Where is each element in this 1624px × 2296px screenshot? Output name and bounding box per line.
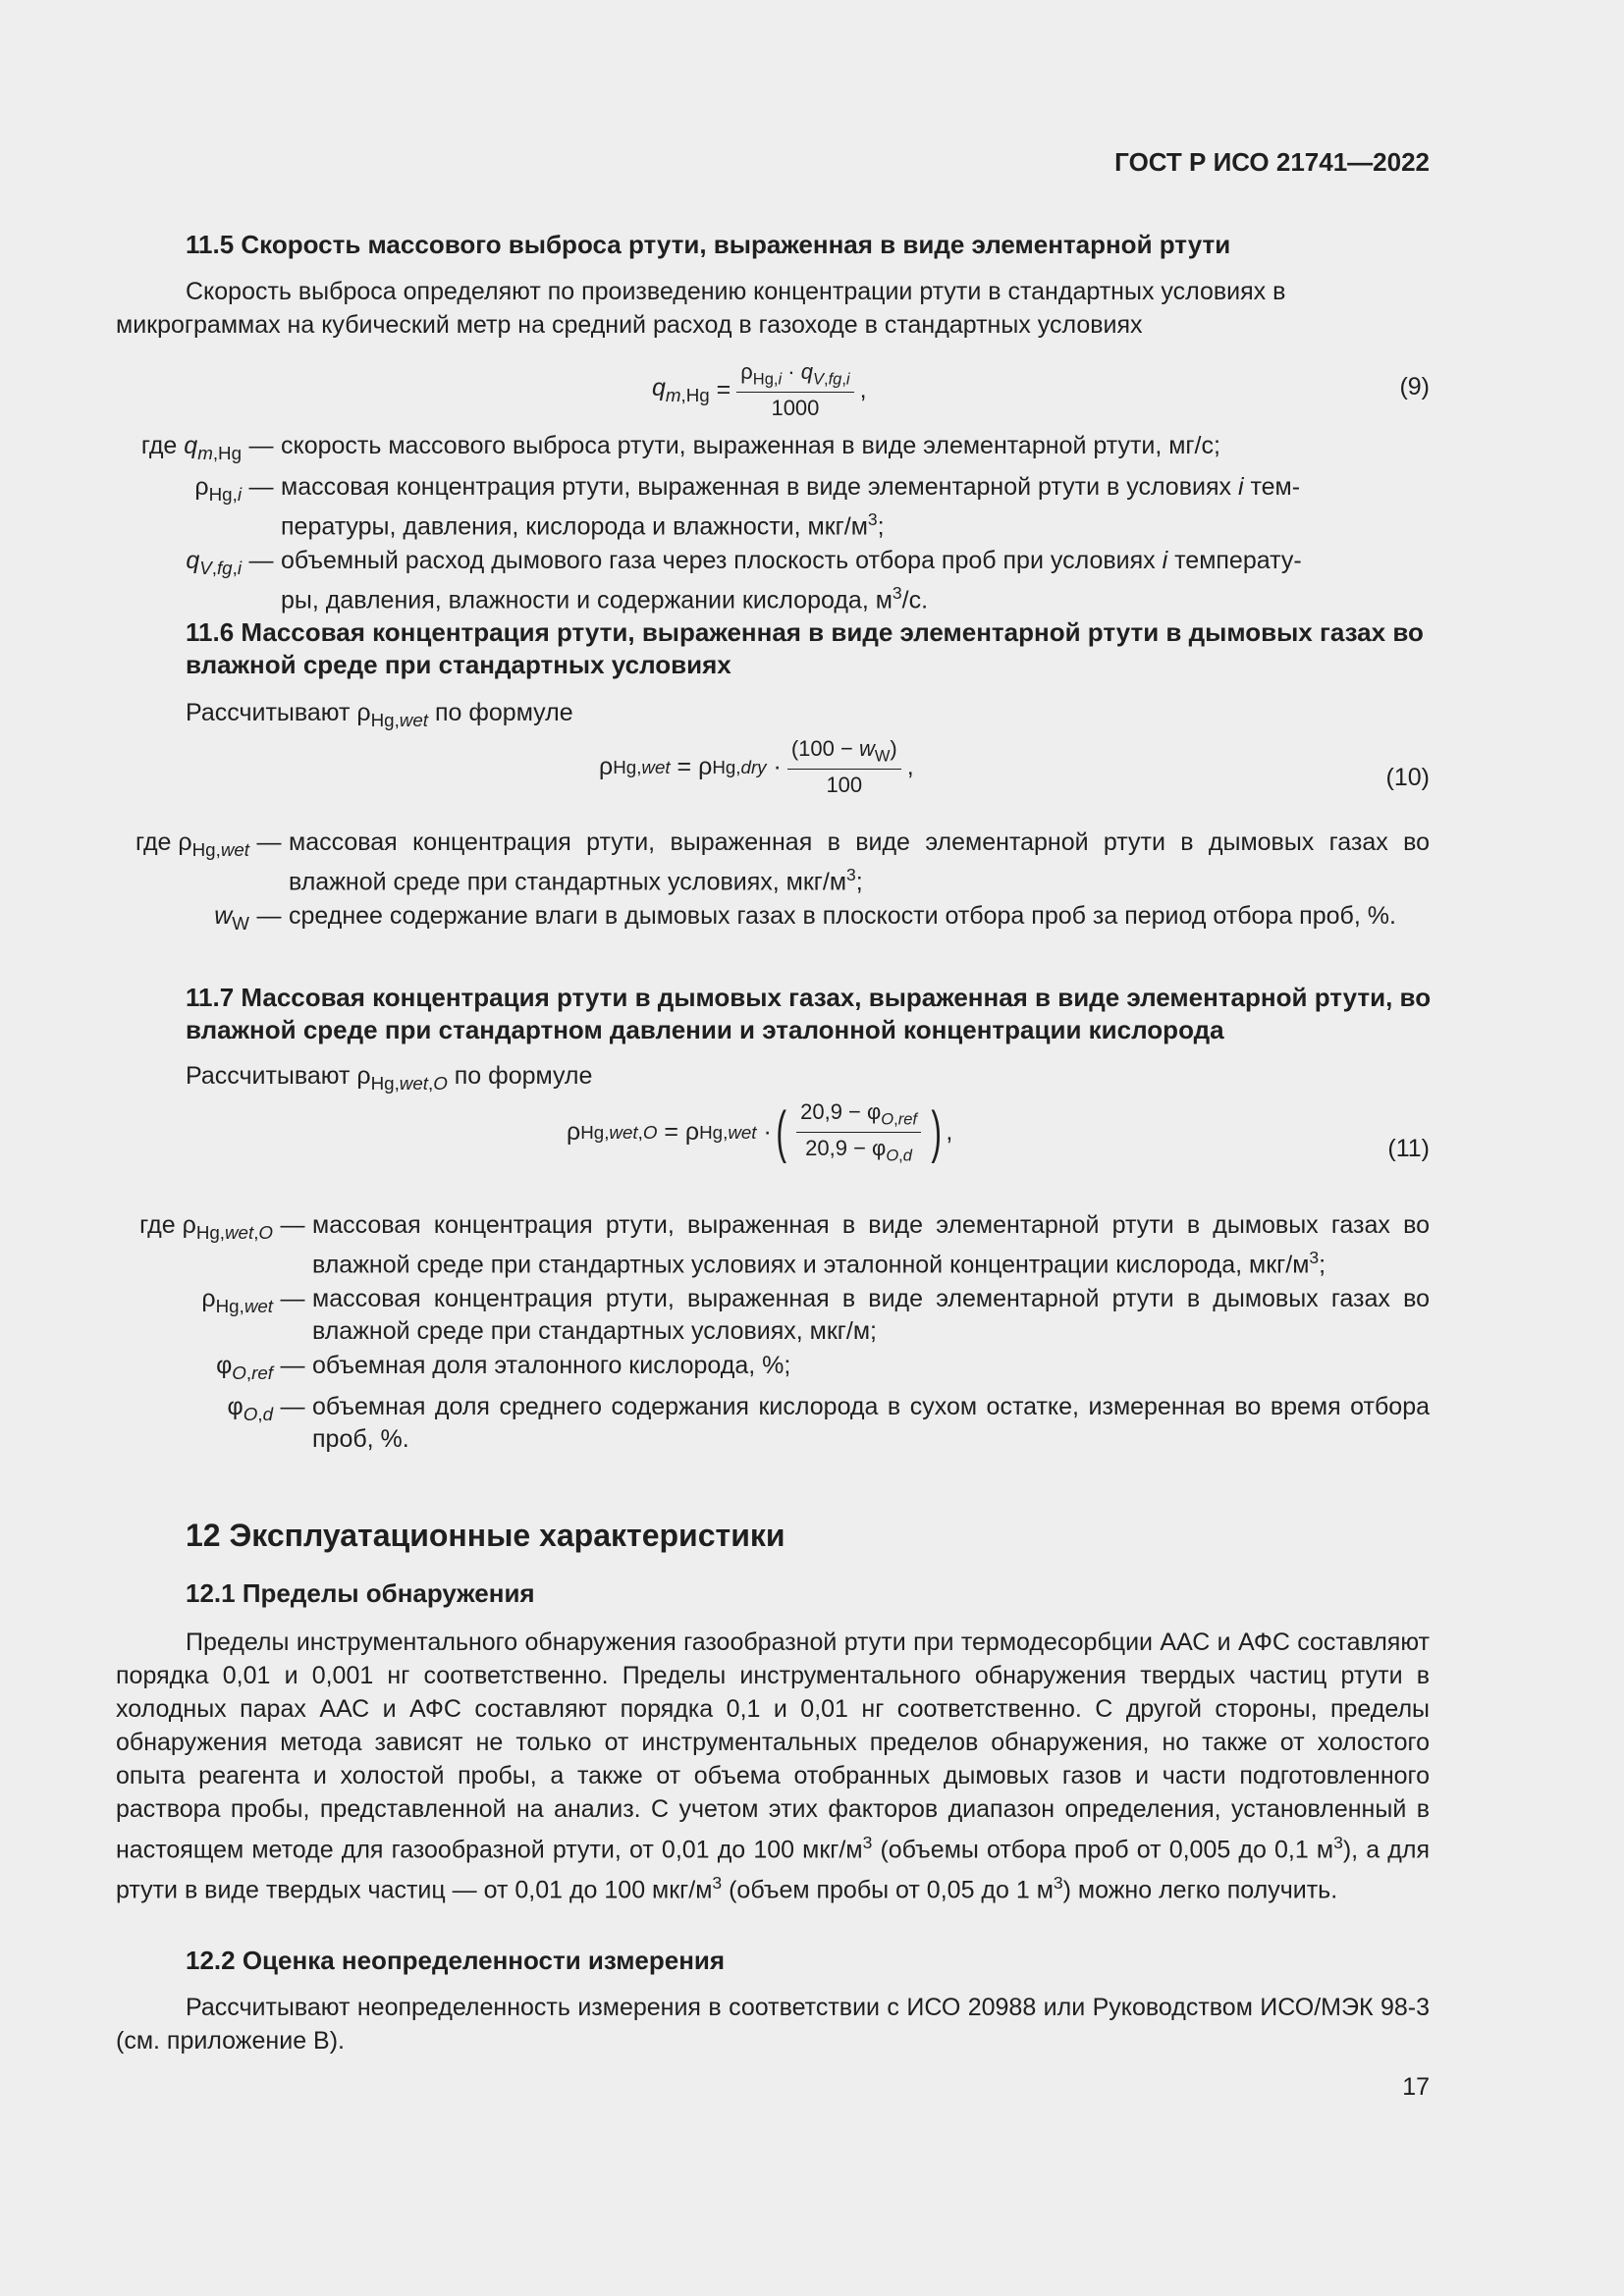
section-12-1-title: 12.1 Пределы обнаружения — [186, 1578, 535, 1608]
section-11-5-definitions: где $q_{m,Hg}$ — скорость массового выброса ртути, выраженная в виде элементарной ртути, мг/с; $\rho_{Hg,i}$ — массовая концентрация ртути, выраженная в виде элементарной ртути в условиях i тем- пературы, давления, кислорода и влажности, мкг/$м^3$; $q_{V,fg,i}$ — объемный расход дымового газа через плоскость отбора проб при условиях i температу- ры, давления, влажности и содержании кислорода, $м^3/с$. — [140, 432, 1302, 614]
equation-10: ρ Hg,wet = ρ Hg,dry · $\frac{(100 - w_W)}{100}$ , — [599, 736, 914, 798]
equation-number-11: (11) — [1387, 1135, 1430, 1162]
equation-number-9: (9) — [1399, 373, 1430, 400]
equation-11: ρ Hg,wet,O = ρ Hg,wet · ( $\frac{20,9 - \varphi_{O,ref}}{20,9 - \varphi_{O,d}}$ ) , — [567, 1099, 953, 1165]
section-11-7-definitions: где $\rho_{Hg,wet,O}$ — массовая концентрация ртути, выраженная в виде элементарной ртути в дымовых газах во влажной среде при стандартных условиях и эталонной концентрации кислорода, мкг/$м^3$; $\rho_{Hg,wet}$ — массовая концентрация ртути, выраженная в виде элементарной ртути в дымовых газах во влажной среде при стандартных условиях, мкг/м; $\varphi_{O,ref}$ — объемная доля эталонного кислорода, %; $\varphi_{O,d}$ — объемная доля среднего содержания кислорода в сухом остатке, измеренная во время отбора проб, %. — [139, 1211, 1430, 1454]
section-12-title: 12 Эксплуатационные характеристики — [186, 1518, 785, 1553]
section-11-6-definitions: где $\rho_{Hg,wet}$ — массовая концентрация ртути, выраженная в виде элементарной ртути в дымовых газах во влажной среде при стандартных условиях, мкг/$м^3$; $w_W$ — среднее содержание влаги в дымовых газах в плоскости отбора проб за период отбора проб, %. — [135, 828, 1430, 934]
section-12-2-title: 12.2 Оценка неопределенности измерения — [186, 1946, 726, 1975]
page-number: 17 — [1402, 2073, 1430, 2101]
document-header: ГОСТ Р ИСО 21741—2022 — [1114, 147, 1430, 177]
equation-9: $q_{m,Hg}$ = $\frac{\rho_{Hg,i} \cdot q_{V,fg,i}}{1000}$ , — [652, 359, 867, 421]
equation-number-10: (10) — [1385, 764, 1430, 791]
section-12-1-body: Пределы инструментального обнаружения газообразной ртути при термодесорбции ААС и АФС составляют порядка 0,01 и 0,001 нг соответственно. Пределы инструментального обнаружения твердых частиц ртути в холодных парах ААС и АФС составляют порядка 0,1 и 0,01 нг соответственно. С другой стороны, пределы обнаружения метода зависят не только от инструментальных пределов обнаружения, но также от холостого опыта реагента и холостой пробы, а также от объема отобранных дымовых газов и части подготовленного раствора пробы, представленной на анализ. С учетом этих факторов диапазон определения, установленный в настоящем методе для газообразной ртути, от 0,01 до 100 мкг/$м^3$ (объемы отбора проб от 0,005 до 0,1 $м^3$), а для ртути в виде твердых частиц — от 0,01 до 100 мкг/$м^3$ (объем пробы от 0,05 до 1 $м^3$) можно легко получить. — [116, 1629, 1431, 1904]
section-11-7-title: 11.7 Массовая концентрация ртути в дымовых газах, выраженная в виде элементарной ртути, во влажной среде при стандартном давлении и эталонной концентрации кислорода — [186, 983, 1432, 1044]
section-11-5-body: Скорость выброса определяют по произведению концентрации ртути в стандартных условиях в микрограммах на кубический метр на средний расход в газоходе в стандартных условиях — [116, 278, 1286, 339]
section-11-6-lead: Рассчитывают $\rho_{Hg,wet}$ по формуле — [186, 699, 573, 730]
section-11-5-title: 11.5 Скорость массового выброса ртути, выраженная в виде элементарной ртути — [186, 230, 1231, 259]
section-11-6-title: 11.6 Массовая концентрация ртути, выраженная в виде элементарной ртути в дымовых газах во влажной среде при стандартных условиях — [186, 617, 1424, 679]
section-11-7-lead: Рассчитывают $\rho_{Hg,wet,O}$ по формуле — [186, 1062, 593, 1094]
section-12-2-body: Рассчитывают неопределенность измерения в соответствии с ИСО 20988 или Руководством ИСО/МЭК 98-3 (см. приложение В). — [116, 1994, 1430, 2055]
